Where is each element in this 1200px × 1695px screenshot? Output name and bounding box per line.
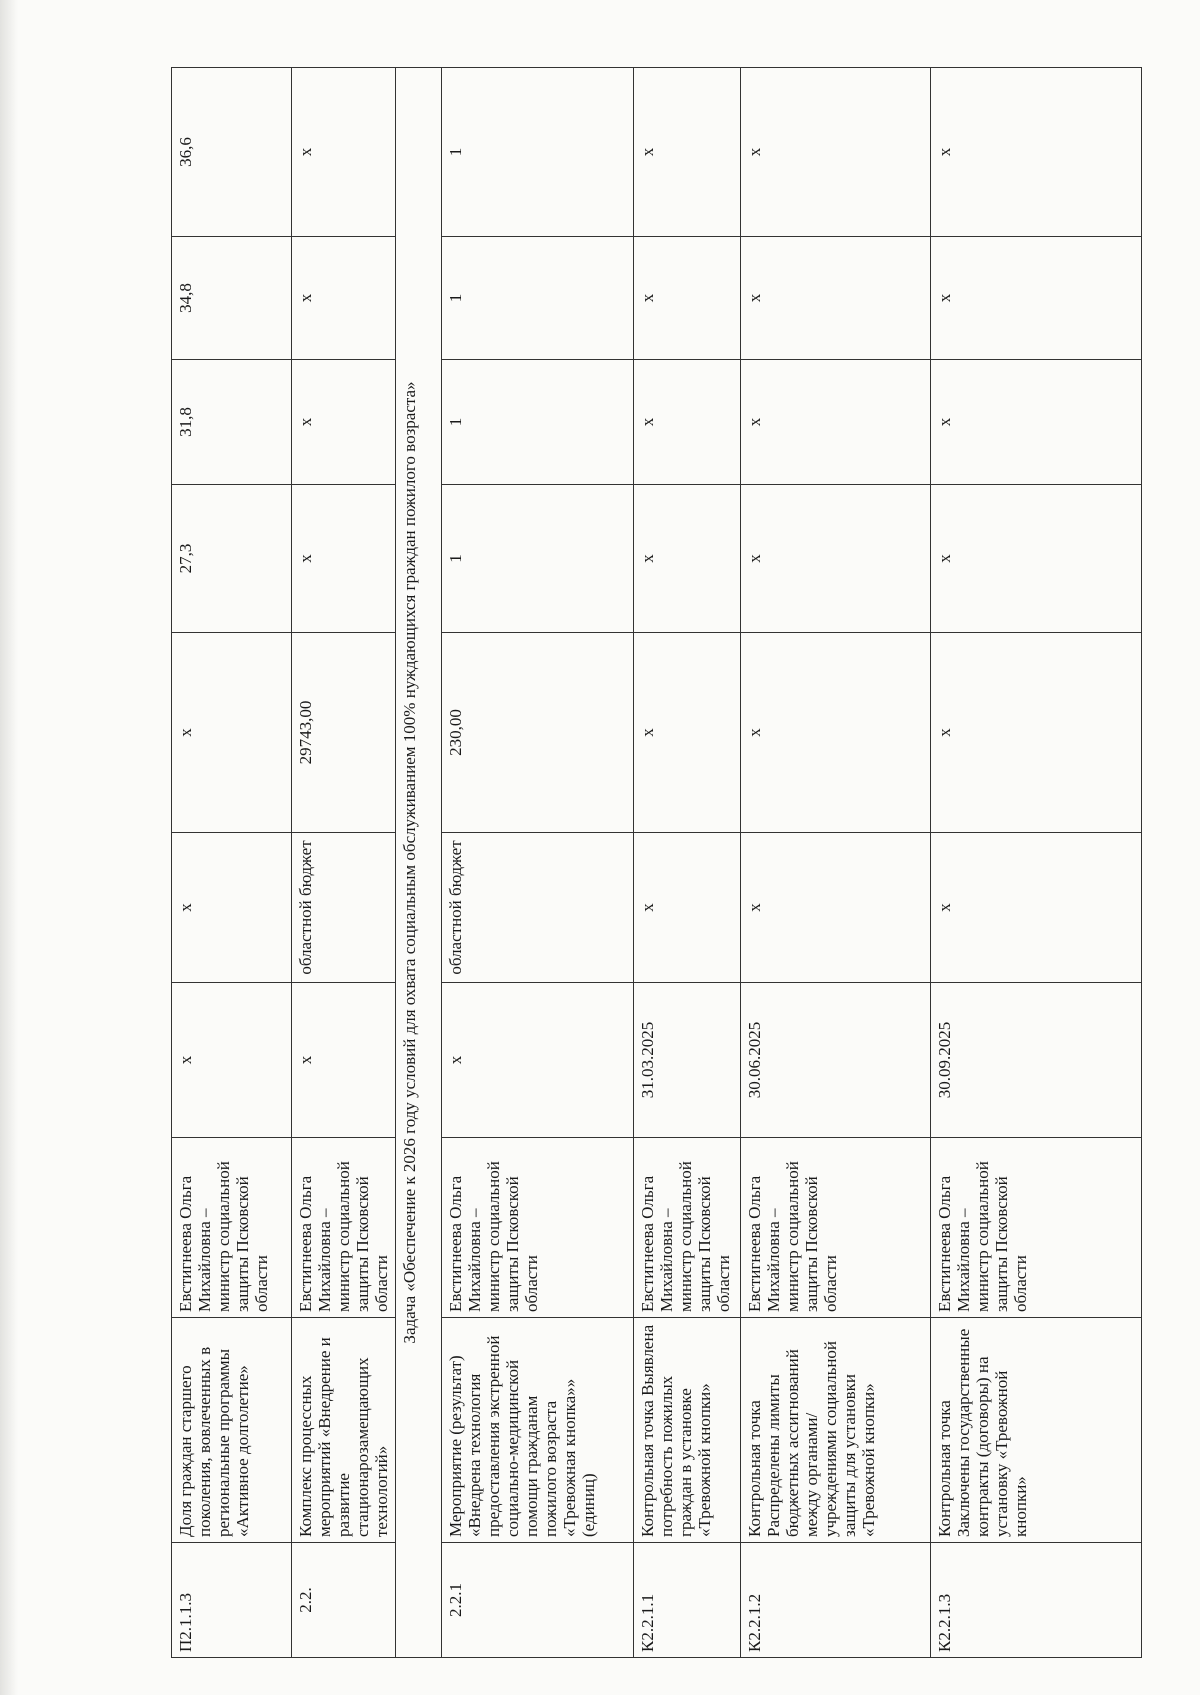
row-value-3: 34,8 (172, 237, 292, 360)
table-row (292, 68, 396, 1658)
row-value-2: х (931, 360, 1142, 485)
row-code: 2.2.1 (442, 1543, 634, 1658)
row-date: 30.06.2025 (741, 983, 931, 1138)
row-source: областной бюджет (442, 833, 634, 983)
row-responsible: Евстигнеева Ольга Михайловна – министр социальной защиты Псковской области (292, 1138, 396, 1318)
row-amount: х (741, 633, 931, 833)
row-code: П2.1.1.3 (172, 1543, 292, 1658)
row-value-4: 1 (442, 68, 634, 237)
row-value-2: х (741, 360, 931, 485)
row-value-1: х (634, 485, 741, 633)
row-responsible: Евстигнеева Ольга Михайловна – министр социальной защиты Псковской области (634, 1138, 741, 1318)
row-source: х (172, 833, 292, 983)
row-date: х (172, 983, 292, 1138)
row-date: х (292, 983, 396, 1138)
row-value-4: х (634, 68, 741, 237)
row-source: х (931, 833, 1142, 983)
row-value-2: х (634, 360, 741, 485)
row-value-1: х (741, 485, 931, 633)
row-value-1: х (292, 485, 396, 633)
row-date: х (442, 983, 634, 1138)
measures-table (171, 67, 1142, 1658)
row-name: Мероприятие (результат) «Внедрена технология предоставления экстренной социально-медицинской помощи гражданам пожилого возраста «Тревожная кнопка»» (единиц) (442, 1318, 634, 1543)
row-value-3: х (292, 237, 396, 360)
row-name: Доля граждан старшего поколения, вовлеченных в региональные программы «Активное долголетие» (172, 1318, 292, 1543)
row-name: Контрольная точка Выявлена потребность пожилых граждан в установке «Тревожной кнопки» (634, 1318, 741, 1543)
table-row (442, 68, 634, 1658)
row-value-4: 36,6 (172, 68, 292, 237)
table-row (172, 68, 292, 1658)
table-row (741, 68, 931, 1658)
row-responsible: Евстигнеева Ольга Михайловна – министр социальной защиты Псковской области (931, 1138, 1142, 1318)
row-code: К2.2.1.2 (741, 1543, 931, 1658)
row-value-4: х (741, 68, 931, 237)
row-amount: 230,00 (442, 633, 634, 833)
row-value-2: 31,8 (172, 360, 292, 485)
row-value-1: 1 (442, 485, 634, 633)
row-amount: х (931, 633, 1142, 833)
row-value-3: х (634, 237, 741, 360)
row-code: К2.2.1.3 (931, 1543, 1142, 1658)
row-value-3: х (931, 237, 1142, 360)
table-row (634, 68, 741, 1658)
row-date: 31.03.2025 (634, 983, 741, 1138)
row-name: Контрольная точка Распределены лимиты бюджетных ассигнований между органами/учреждениями социальной защиты для установки «Тревожной кнопки» (741, 1318, 931, 1543)
task-heading: Задача «Обеспечение к 2026 году условий для охвата социальным обслуживанием 100% нуждающихся граждан пожилого возраста» (396, 68, 442, 1658)
row-value-4: х (931, 68, 1142, 237)
row-source: х (634, 833, 741, 983)
row-value-1: х (931, 485, 1142, 633)
row-amount: х (634, 633, 741, 833)
row-value-3: 1 (442, 237, 634, 360)
row-value-2: 1 (442, 360, 634, 485)
row-amount: 29743,00 (292, 633, 396, 833)
task-row (396, 68, 442, 1658)
row-value-1: 27,3 (172, 485, 292, 633)
row-responsible: Евстигнеева Ольга Михайловна – министр социальной защиты Псковской области (442, 1138, 634, 1318)
table-row (931, 68, 1142, 1658)
row-value-3: х (741, 237, 931, 360)
row-date: 30.09.2025 (931, 983, 1142, 1138)
row-responsible: Евстигнеева Ольга Михайловна – министр социальной защиты Псковской области (172, 1138, 292, 1318)
row-source: х (741, 833, 931, 983)
row-amount: х (172, 633, 292, 833)
row-source: областной бюджет (292, 833, 396, 983)
row-code: К2.2.1.1 (634, 1543, 741, 1658)
rotated-table-wrapper (171, 68, 1141, 1658)
row-name: Контрольная точка Заключены государственные контракты (договоры) на установку «Тревожной кнопки» (931, 1318, 1142, 1543)
row-responsible: Евстигнеева Ольга Михайловна – министр социальной защиты Псковской области (741, 1138, 931, 1318)
row-name: Комплекс процессных мероприятий «Внедрение и развитие стационарозамещающих технологий» (292, 1318, 396, 1543)
row-value-2: х (292, 360, 396, 485)
row-value-4: х (292, 68, 396, 237)
scan-shadow-edge (0, 0, 18, 1695)
row-code: 2.2. (292, 1543, 396, 1658)
